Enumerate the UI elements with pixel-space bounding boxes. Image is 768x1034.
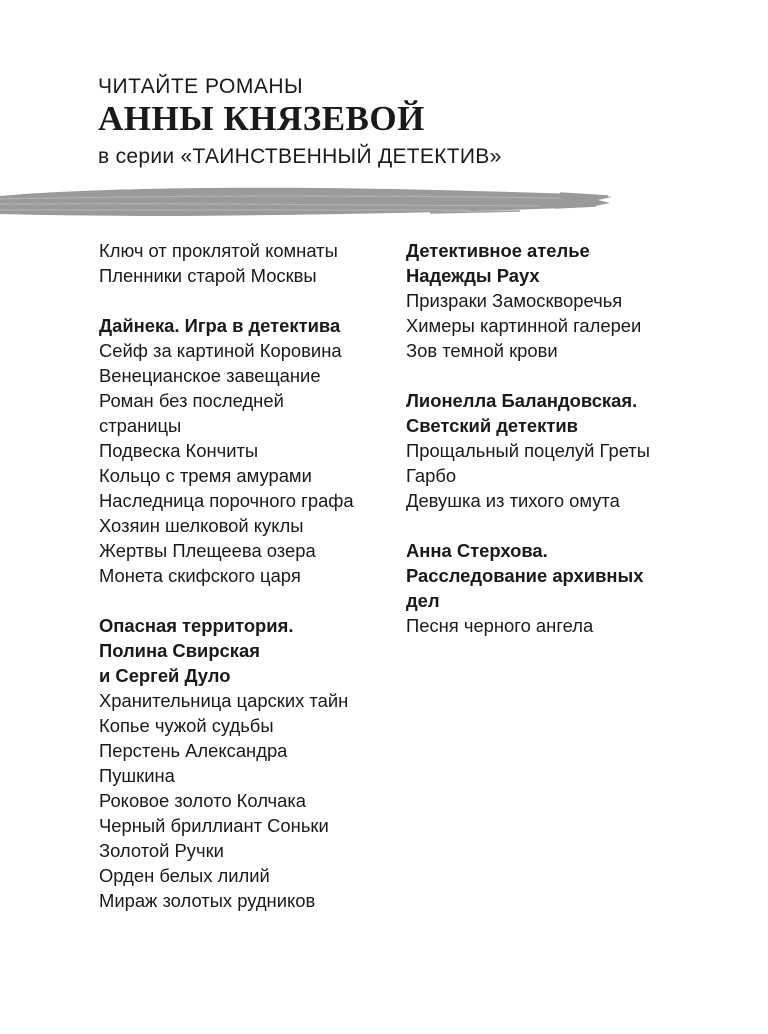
book-title: страницы	[99, 415, 182, 436]
series-name: в серии «ТАИНСТВЕННЫЙ ДЕТЕКТИВ»	[98, 145, 502, 168]
right-column	[406, 238, 726, 663]
brush-stroke-divider	[0, 184, 620, 218]
header	[98, 72, 502, 174]
book-title: Кольцо с тремя амурами	[99, 465, 312, 486]
series-title-line: Расследование архивных	[406, 565, 644, 586]
book-title: Орден белых лилий	[99, 865, 270, 886]
book-title: Жертвы Плещеева озера	[99, 540, 316, 561]
book-title: Перстень Александра	[99, 740, 288, 761]
series-title-line: Дайнека. Игра в детектива	[99, 315, 341, 336]
book-title: Венецианское завещание	[99, 365, 321, 386]
series-title-line: и Сергей Дуло	[99, 665, 231, 686]
book-title: Золотой Ручки	[99, 840, 224, 861]
series-title-line: Анна Стерхова.	[406, 540, 548, 561]
author-name: АННЫ КНЯЗЕВОЙ	[98, 99, 425, 138]
book-series-group	[406, 388, 726, 513]
book-series-group	[406, 238, 726, 363]
book-title: Мираж золотых рудников	[99, 890, 316, 911]
book-title: Монета скифского царя	[99, 565, 301, 586]
book-title: Химеры картинной галереи	[406, 315, 642, 336]
book-title: Песня черного ангела	[406, 615, 594, 636]
series-title-line: Опасная территория.	[99, 615, 294, 636]
series-title	[406, 538, 726, 613]
book-series-group	[99, 238, 399, 288]
series-title-line: Лионелла Баландовская.	[406, 390, 638, 411]
book-title: Роковое золото Колчака	[99, 790, 307, 811]
series-title-line: Детективное ателье	[406, 240, 590, 261]
book-title: Пушкина	[99, 765, 175, 786]
book-list	[406, 288, 726, 363]
book-title: Роман без последней	[99, 390, 284, 411]
book-title: Призраки Замоскворечья	[406, 290, 623, 311]
book-title: Прощальный поцелуй Греты	[406, 440, 650, 461]
series-title-line: Надежды Раух	[406, 265, 540, 286]
book-title: Зов темной крови	[406, 340, 558, 361]
left-column	[99, 238, 399, 938]
book-list	[406, 438, 726, 513]
book-series-group	[99, 313, 399, 588]
series-title-line: Полина Свирская	[99, 640, 260, 661]
book-title: Девушка из тихого омута	[406, 490, 620, 511]
series-title	[406, 388, 726, 438]
book-title: Ключ от проклятой комнаты	[99, 240, 338, 261]
book-title: Копье чужой судьбы	[99, 715, 274, 736]
series-title-line: дел	[406, 590, 440, 611]
header-line-1: ЧИТАЙТЕ РОМАНЫ	[98, 75, 304, 98]
book-title: Наследница порочного графа	[99, 490, 354, 511]
book-title: Гарбо	[406, 465, 457, 486]
series-title	[99, 313, 399, 338]
book-title: Черный бриллиант Соньки	[99, 815, 329, 836]
series-title	[406, 238, 726, 288]
book-series-group	[99, 613, 399, 913]
book-title: Пленники старой Москвы	[99, 265, 317, 286]
book-title: Хозяин шелковой куклы	[99, 515, 304, 536]
book-title: Сейф за картиной Коровина	[99, 340, 342, 361]
book-list	[99, 338, 399, 588]
book-series-group	[406, 538, 726, 638]
book-title: Подвеска Кончиты	[99, 440, 259, 461]
book-list	[406, 613, 726, 638]
book-title: Хранительница царских тайн	[99, 690, 349, 711]
series-title-line: Светский детектив	[406, 415, 578, 436]
book-list	[99, 238, 399, 288]
series-title	[99, 613, 399, 688]
book-list	[99, 688, 399, 913]
